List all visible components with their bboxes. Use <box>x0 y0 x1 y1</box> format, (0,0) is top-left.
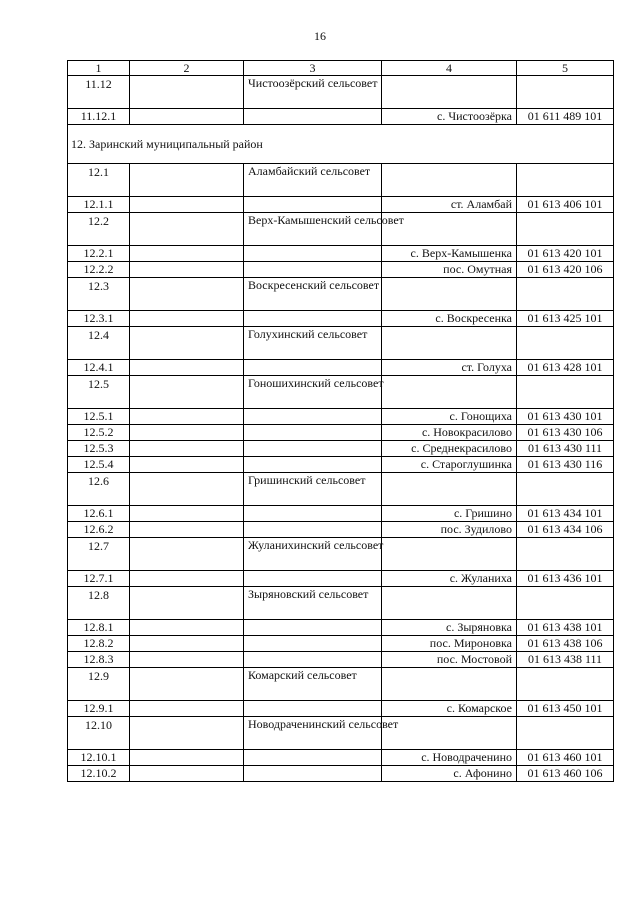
council-name-cell: Голухинский сельсовет <box>244 327 382 360</box>
settlement-cell: с. Новодраченино <box>382 750 517 766</box>
settlement-cell: с. Гонощиха <box>382 409 517 425</box>
code-cell: 11.12 <box>68 76 130 109</box>
empty-cell <box>130 262 244 278</box>
code-cell: 12.10.1 <box>68 750 130 766</box>
settlement-row <box>68 197 614 213</box>
settlement-cell <box>382 538 517 571</box>
empty-cell <box>130 360 244 376</box>
settlement-row <box>68 571 614 587</box>
oktmo-code-cell <box>517 327 614 360</box>
code-cell: 12.3 <box>68 278 130 311</box>
council-name-cell <box>244 571 382 587</box>
oktmo-code-cell <box>517 473 614 506</box>
code-cell: 12.10.2 <box>68 766 130 782</box>
empty-cell <box>130 473 244 506</box>
header-col-2: 2 <box>130 61 244 76</box>
code-cell: 12.5.2 <box>68 425 130 441</box>
council-row <box>68 538 614 571</box>
settlement-row <box>68 360 614 376</box>
empty-cell <box>130 587 244 620</box>
settlement-row <box>68 425 614 441</box>
oktmo-code-cell: 01 613 428 101 <box>517 360 614 376</box>
empty-cell <box>130 571 244 587</box>
council-name-cell: Гришинский сельсовет <box>244 473 382 506</box>
settlement-row <box>68 506 614 522</box>
oktmo-code-cell: 01 613 434 106 <box>517 522 614 538</box>
header-col-5: 5 <box>517 61 614 76</box>
council-name-cell <box>244 652 382 668</box>
code-cell: 12.5.3 <box>68 441 130 457</box>
oktmo-code-cell: 01 613 450 101 <box>517 701 614 717</box>
oktmo-code-cell: 01 613 460 106 <box>517 766 614 782</box>
empty-cell <box>130 457 244 473</box>
council-name-cell: Новодраченинский сельсовет <box>244 717 382 750</box>
oktmo-code-cell: 01 613 460 101 <box>517 750 614 766</box>
council-name-cell <box>244 750 382 766</box>
settlement-row <box>68 636 614 652</box>
oktmo-code-cell <box>517 164 614 197</box>
settlement-cell: с. Воскресенка <box>382 311 517 327</box>
empty-cell <box>130 668 244 701</box>
settlement-row <box>68 620 614 636</box>
settlement-row <box>68 441 614 457</box>
settlement-cell: с. Жуланиха <box>382 571 517 587</box>
settlement-row <box>68 701 614 717</box>
empty-cell <box>130 522 244 538</box>
settlement-cell: с. Чистоозёрка <box>382 109 517 125</box>
registry-table <box>67 60 614 782</box>
council-row <box>68 327 614 360</box>
settlement-cell <box>382 327 517 360</box>
empty-cell <box>130 197 244 213</box>
settlement-cell: с. Верх-Камышенка <box>382 246 517 262</box>
council-name-cell: Аламбайский сельсовет <box>244 164 382 197</box>
code-cell: 12.4.1 <box>68 360 130 376</box>
header-col-4: 4 <box>382 61 517 76</box>
code-cell: 12.9.1 <box>68 701 130 717</box>
council-name-cell <box>244 620 382 636</box>
code-cell: 12.7 <box>68 538 130 571</box>
empty-cell <box>130 620 244 636</box>
settlement-cell: ст. Аламбай <box>382 197 517 213</box>
empty-cell <box>130 327 244 360</box>
settlement-cell <box>382 278 517 311</box>
oktmo-code-cell: 01 613 420 106 <box>517 262 614 278</box>
oktmo-code-cell: 01 613 420 101 <box>517 246 614 262</box>
settlement-row <box>68 262 614 278</box>
empty-cell <box>130 441 244 457</box>
council-name-cell <box>244 262 382 278</box>
settlement-cell: ст. Голуха <box>382 360 517 376</box>
settlement-row <box>68 311 614 327</box>
oktmo-code-cell <box>517 278 614 311</box>
empty-cell <box>130 311 244 327</box>
settlement-row <box>68 652 614 668</box>
code-cell: 12.3.1 <box>68 311 130 327</box>
code-cell: 12.1 <box>68 164 130 197</box>
council-name-cell <box>244 766 382 782</box>
settlement-row <box>68 457 614 473</box>
settlement-cell: пос. Зудилово <box>382 522 517 538</box>
code-cell: 12.2.1 <box>68 246 130 262</box>
empty-cell <box>130 164 244 197</box>
code-cell: 12.8.3 <box>68 652 130 668</box>
empty-cell <box>130 425 244 441</box>
settlement-cell <box>382 376 517 409</box>
settlement-cell <box>382 717 517 750</box>
empty-cell <box>130 109 244 125</box>
empty-cell <box>130 750 244 766</box>
empty-cell <box>130 652 244 668</box>
code-cell: 12.6 <box>68 473 130 506</box>
council-name-cell <box>244 636 382 652</box>
oktmo-code-cell: 01 613 430 106 <box>517 425 614 441</box>
table-body <box>68 76 614 782</box>
oktmo-code-cell <box>517 76 614 109</box>
settlement-cell: с. Староглушинка <box>382 457 517 473</box>
council-name-cell: Комарский сельсовет <box>244 668 382 701</box>
header-col-1: 1 <box>68 61 130 76</box>
code-cell: 12.8 <box>68 587 130 620</box>
council-name-cell <box>244 425 382 441</box>
district-title: 12. Заринский муниципальный район <box>68 125 614 164</box>
settlement-cell <box>382 76 517 109</box>
code-cell: 12.2 <box>68 213 130 246</box>
code-cell: 12.10 <box>68 717 130 750</box>
settlement-cell <box>382 668 517 701</box>
header-col-3: 3 <box>244 61 382 76</box>
oktmo-code-cell: 01 613 430 111 <box>517 441 614 457</box>
settlement-cell: пос. Омутная <box>382 262 517 278</box>
code-cell: 12.6.1 <box>68 506 130 522</box>
empty-cell <box>130 701 244 717</box>
code-cell: 12.8.1 <box>68 620 130 636</box>
council-name-cell: Воскресенский сельсовет <box>244 278 382 311</box>
empty-cell <box>130 506 244 522</box>
code-cell: 12.6.2 <box>68 522 130 538</box>
council-row <box>68 473 614 506</box>
empty-cell <box>130 376 244 409</box>
council-row <box>68 213 614 246</box>
oktmo-code-cell <box>517 213 614 246</box>
empty-cell <box>130 717 244 750</box>
settlement-row <box>68 766 614 782</box>
settlement-cell: пос. Мостовой <box>382 652 517 668</box>
oktmo-code-cell: 01 613 434 101 <box>517 506 614 522</box>
code-cell: 12.7.1 <box>68 571 130 587</box>
code-cell: 11.12.1 <box>68 109 130 125</box>
table-header <box>68 61 614 76</box>
oktmo-code-cell <box>517 717 614 750</box>
code-cell: 12.1.1 <box>68 197 130 213</box>
oktmo-code-cell: 01 613 430 116 <box>517 457 614 473</box>
oktmo-code-cell <box>517 587 614 620</box>
council-name-cell <box>244 457 382 473</box>
settlement-cell: с. Зыряновка <box>382 620 517 636</box>
council-name-cell <box>244 441 382 457</box>
settlement-cell <box>382 473 517 506</box>
code-cell: 12.5.4 <box>68 457 130 473</box>
council-name-cell: Гоношихинский сельсовет <box>244 376 382 409</box>
oktmo-code-cell <box>517 668 614 701</box>
council-row <box>68 668 614 701</box>
council-row <box>68 587 614 620</box>
code-cell: 12.5 <box>68 376 130 409</box>
empty-cell <box>130 766 244 782</box>
page-number: 16 <box>314 29 326 43</box>
oktmo-code-cell <box>517 376 614 409</box>
code-cell: 12.9 <box>68 668 130 701</box>
council-name-cell <box>244 409 382 425</box>
settlement-row <box>68 522 614 538</box>
empty-cell <box>130 409 244 425</box>
council-name-cell: Зыряновский сельсовет <box>244 587 382 620</box>
empty-cell <box>130 213 244 246</box>
council-name-cell: Чистоозёрский сельсовет <box>244 76 382 109</box>
oktmo-code-cell: 01 613 438 101 <box>517 620 614 636</box>
settlement-cell <box>382 164 517 197</box>
code-cell: 12.4 <box>68 327 130 360</box>
settlement-row <box>68 246 614 262</box>
code-cell: 12.5.1 <box>68 409 130 425</box>
council-name-cell <box>244 311 382 327</box>
council-name-cell <box>244 197 382 213</box>
council-row <box>68 76 614 109</box>
settlement-cell: пос. Мироновка <box>382 636 517 652</box>
council-name-cell <box>244 360 382 376</box>
settlement-cell <box>382 587 517 620</box>
oktmo-code-cell: 01 613 425 101 <box>517 311 614 327</box>
settlement-row <box>68 750 614 766</box>
district-row <box>68 125 614 164</box>
code-cell: 12.2.2 <box>68 262 130 278</box>
council-row <box>68 717 614 750</box>
empty-cell <box>130 636 244 652</box>
empty-cell <box>130 246 244 262</box>
oktmo-code-cell: 01 613 438 106 <box>517 636 614 652</box>
council-name-cell <box>244 701 382 717</box>
settlement-row <box>68 409 614 425</box>
council-name-cell: Жуланихинский сельсовет <box>244 538 382 571</box>
empty-cell <box>130 278 244 311</box>
council-row <box>68 278 614 311</box>
code-cell: 12.8.2 <box>68 636 130 652</box>
oktmo-code-cell: 01 613 406 101 <box>517 197 614 213</box>
settlement-cell: с. Новокрасилово <box>382 425 517 441</box>
header-row <box>68 61 614 76</box>
settlement-cell: с. Комарское <box>382 701 517 717</box>
empty-cell <box>130 538 244 571</box>
settlement-row <box>68 109 614 125</box>
council-name-cell <box>244 506 382 522</box>
empty-cell <box>130 76 244 109</box>
oktmo-code-cell: 01 611 489 101 <box>517 109 614 125</box>
oktmo-code-cell <box>517 538 614 571</box>
council-name-cell <box>244 522 382 538</box>
council-row <box>68 164 614 197</box>
oktmo-code-cell: 01 613 438 111 <box>517 652 614 668</box>
council-row <box>68 376 614 409</box>
settlement-cell: с. Афонино <box>382 766 517 782</box>
settlement-cell: с. Гришино <box>382 506 517 522</box>
council-name-cell: Верх-Камышенский сельсовет <box>244 213 382 246</box>
settlement-cell: с. Среднекрасилово <box>382 441 517 457</box>
oktmo-code-cell: 01 613 430 101 <box>517 409 614 425</box>
council-name-cell <box>244 109 382 125</box>
council-name-cell <box>244 246 382 262</box>
oktmo-code-cell: 01 613 436 101 <box>517 571 614 587</box>
